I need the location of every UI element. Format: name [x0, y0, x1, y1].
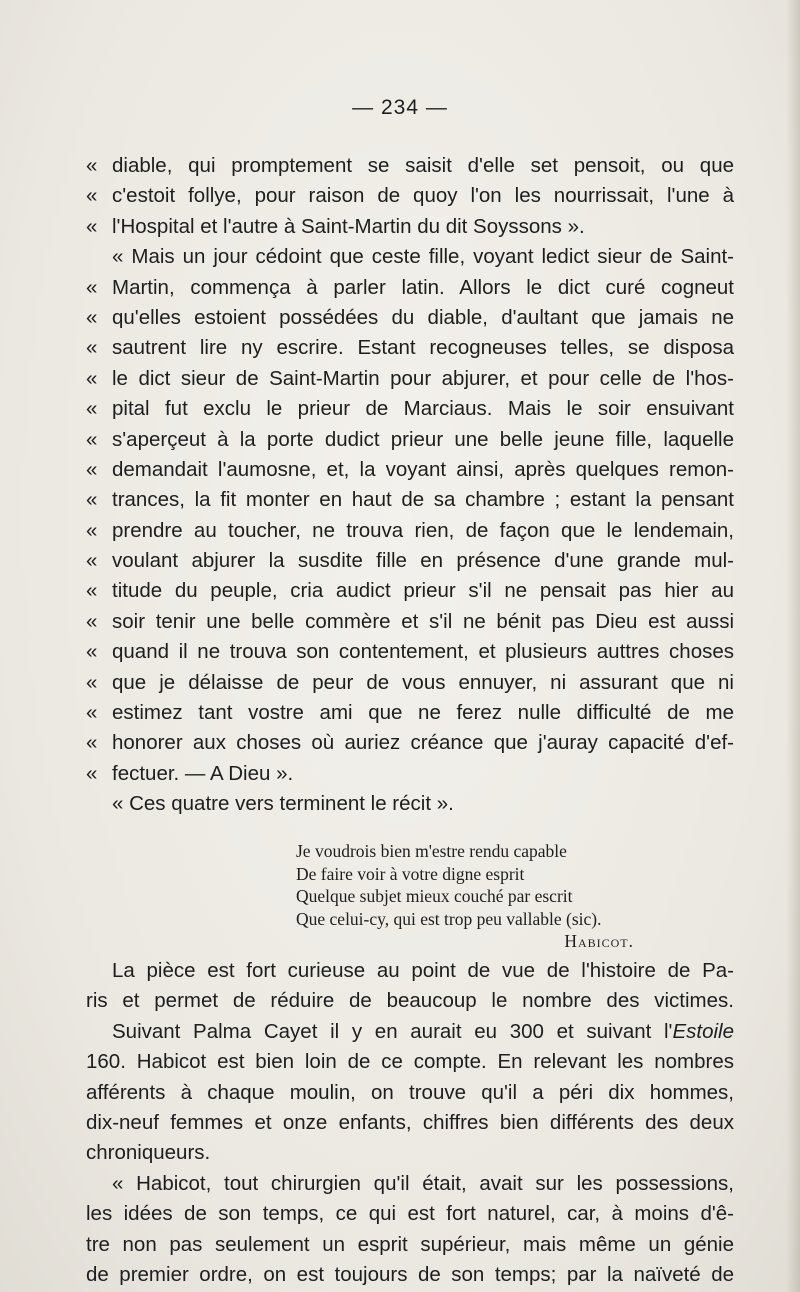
verse-line: Que celui-cy, qui est trop peu vallable (sic).	[296, 908, 602, 929]
quote-mark: «	[86, 579, 98, 603]
quote-mark: «	[86, 214, 98, 238]
quote-mark: «	[86, 761, 98, 785]
verse-line: Je voudrois bien m'estre rendu capable	[296, 841, 567, 861]
text-line: dix-neuf femmes et onze enfants, chiffres bien différents des deux	[86, 1110, 734, 1134]
quote-mark: «	[86, 640, 98, 664]
quote-mark: «	[86, 549, 98, 573]
quote-mark: «	[86, 609, 98, 633]
text-line: « qu'elles estoient possédées du diable, d'aultant que jamais ne	[86, 303, 734, 333]
text-line: « pital fut exclu le prieur de Marciaus. Mais le soir ensuivant	[86, 394, 734, 424]
title-estoile: Estoile	[672, 1019, 734, 1043]
text-line: Suivant Palma Cayet il y en aurait eu 300 et suivant l'Estoile	[112, 1019, 734, 1043]
quote-mark: «	[86, 670, 98, 694]
quote-mark: «	[86, 518, 98, 542]
text-line: « le dict sieur de Saint-Martin pour abjurer, et pour celle de l'hos-	[86, 364, 734, 394]
text-line: 160. Habicot est bien loin de ce compte. En relevant les nombres	[86, 1050, 734, 1074]
verse-line: De faire voir à votre digne esprit	[296, 863, 525, 884]
quote-mark: «	[86, 427, 98, 451]
quote-mark: «	[86, 397, 98, 421]
intro-line: « Ces quatre vers terminent le récit ».	[112, 792, 454, 816]
text-line: « prendre au toucher, ne trouva rien, de façon que le lendemain,	[86, 516, 734, 546]
verse-block	[296, 840, 716, 953]
text-line: « Habicot, tout chirurgien qu'il était, avait sur les possessions,	[112, 1171, 734, 1195]
quote-mark: «	[86, 275, 98, 299]
text-line: « c'estoit follye, pour raison de quoy l'on les nourrissait, l'une à	[86, 181, 734, 211]
quote-mark: «	[86, 701, 98, 725]
text-line: les idées de son temps, ce qui est fort naturel, car, à moins d'ê-	[86, 1202, 734, 1226]
text-line: « sautrent lire ny escrire. Estant recogneuses telles, se disposa	[86, 333, 734, 363]
text-line: « que je délaisse de peur de vous ennuyer, ni assurant que ni	[86, 668, 734, 698]
quote-mark: «	[86, 184, 98, 208]
page-number: — 234 —	[352, 96, 448, 119]
text-line: « honorer aux choses où auriez créance que j'auray capacité d'ef-	[86, 728, 734, 758]
quote-mark: «	[86, 457, 98, 481]
text-line: « fectuer. — A Dieu ».	[86, 759, 734, 789]
verse-signature: Habicot.	[564, 931, 634, 951]
text-line: « demandait l'aumosne, et, la voyant ainsi, après quelques remon-	[86, 455, 734, 485]
quoted-block	[86, 151, 734, 820]
quote-mark: «	[86, 336, 98, 360]
quote-mark: «	[86, 488, 98, 512]
commentary-block	[86, 956, 734, 1290]
text-line: « diable, qui promptement se saisit d'elle set pensoit, ou que	[86, 151, 734, 181]
text-line: « trances, la fit monter en haut de sa chambre ; estant la pensant	[86, 485, 734, 515]
text-line: La pièce est fort curieuse au point de vue de l'histoire de Pa-	[112, 959, 734, 982]
verse-line: Quelque subjet mieux couché par escrit	[296, 886, 573, 906]
page-edge-shadow	[786, 0, 800, 1292]
text-line: « Martin, commença à parler latin. Allors le dict curé cogneut	[86, 273, 734, 303]
text-line: « quand il ne trouva son contentement, et plusieurs auttres choses	[86, 637, 734, 667]
text-line: afférents à chaque moulin, on trouve qu'il a péri dix hommes,	[86, 1080, 734, 1104]
text-line: « Mais un jour cédoint que ceste fille, voyant ledict sieur de Saint-	[112, 245, 734, 269]
text-line: de premier ordre, on est toujours de son temps; par la naïveté de	[86, 1262, 734, 1286]
quote-mark: «	[86, 305, 98, 329]
text-line: « soir tenir une belle commère et s'il ne bénit pas Dieu est aussi	[86, 607, 734, 637]
quote-mark: «	[86, 731, 98, 755]
text-line: « titude du peuple, cria audict prieur s'il ne pensait pas hier au	[86, 576, 734, 606]
quote-mark: «	[86, 154, 98, 177]
quote-mark: «	[86, 366, 98, 390]
text-line: « l'Hospital et l'autre à Saint-Martin du dit Soyssons ».	[86, 212, 734, 242]
text-line: ris et permet de réduire de beaucoup le nombre des victimes.	[86, 989, 734, 1013]
text-line: tre non pas seulement un esprit supérieur, mais même un génie	[86, 1232, 734, 1256]
text-line: chroniqueurs.	[86, 1141, 211, 1165]
text-line: « voulant abjurer la susdite fille en présence d'une grande mul-	[86, 546, 734, 576]
text-line: « s'aperçeut à la porte dudict prieur une belle jeune fille, laquelle	[86, 425, 734, 455]
text-line: « estimez tant vostre ami que ne ferez nulle difficulté de me	[86, 698, 734, 728]
